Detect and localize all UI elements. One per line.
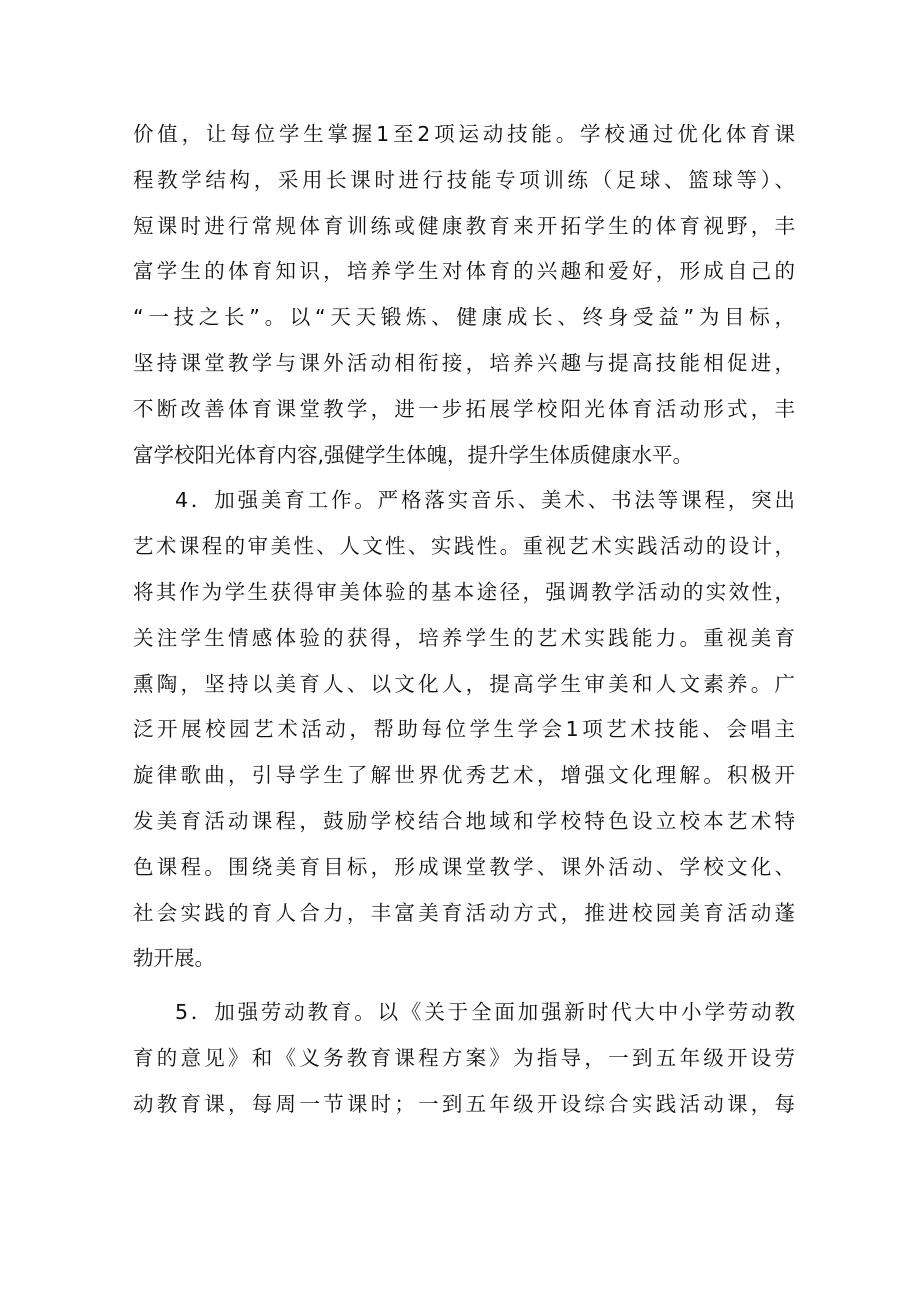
text-line: 程教学结构，采用长课时进行技能专项训练（足球、篮球等）、: [133, 167, 795, 192]
text-line: 勃开展。: [133, 946, 215, 971]
document-body: [133, 112, 795, 1128]
text-line: “一技之长”。以“天天锻炼、健康成长、终身受益”为目标，: [133, 305, 795, 330]
text-line: 色课程。围绕美育目标，形成课堂教学、课外活动、学校文化、: [133, 854, 795, 879]
paragraph-physical-education: [133, 112, 795, 478]
text-line: 泛开展校园艺术活动，帮助每位学生学会1项艺术技能、会唱主: [133, 717, 795, 742]
text-line: 关注学生情感体验的获得，培养学生的艺术实践能力。重视美育: [133, 625, 795, 650]
paragraph-labor-education: [133, 990, 795, 1127]
paragraph-spacer: [133, 982, 795, 990]
text-line: 将其作为学生获得审美体验的基本途径，强调教学活动的实效性，: [133, 579, 795, 604]
text-line: 短课时进行常规体育训练或健康教育来开拓学生的体育视野，丰: [133, 213, 795, 238]
text-line: 旋律歌曲，引导学生了解世界优秀艺术，增强文化理解。积极开: [133, 763, 795, 788]
text-line: 富学生的体育知识，培养学生对体育的兴趣和爱好，形成自己的: [133, 259, 795, 284]
text-line: 不断改善体育课堂教学，进一步拓展学校阳光体育活动形式，丰: [133, 396, 795, 421]
text-line: 育的意见》和《义务教育课程方案》为指导，一到五年级开设劳: [133, 1045, 795, 1070]
text-line: 富学校阳光体育内容,强健学生体魄，提升学生体质健康水平。: [133, 442, 694, 467]
text-line: 艺术课程的审美性、人文性、实践性。重视艺术实践活动的设计，: [133, 534, 795, 559]
text-line: 价值，让每位学生掌握1至2项运动技能。学校通过优化体育课: [133, 122, 795, 146]
text-line: 社会实践的育人合力，丰富美育活动方式，推进校园美育活动蓬: [133, 900, 795, 925]
paragraph-aesthetic-education: [133, 478, 795, 982]
text-line: 熏陶，坚持以美育人、以文化人，提高学生审美和人文素养。广: [133, 671, 795, 696]
text-line: 4．加强美育工作。严格落实音乐、美术、书法等课程，突出: [175, 488, 795, 513]
text-line: 动教育课，每周一节课时；一到五年级开设综合实践活动课，每: [133, 1091, 795, 1116]
text-line: 5．加强劳动教育。以《关于全面加强新时代大中小学劳动教: [175, 1000, 795, 1025]
text-line: 坚持课堂教学与课外活动相衔接，培养兴趣与提高技能相促进，: [133, 350, 795, 375]
text-line: 发美育活动课程，鼓励学校结合地域和学校特色设立校本艺术特: [133, 808, 795, 833]
